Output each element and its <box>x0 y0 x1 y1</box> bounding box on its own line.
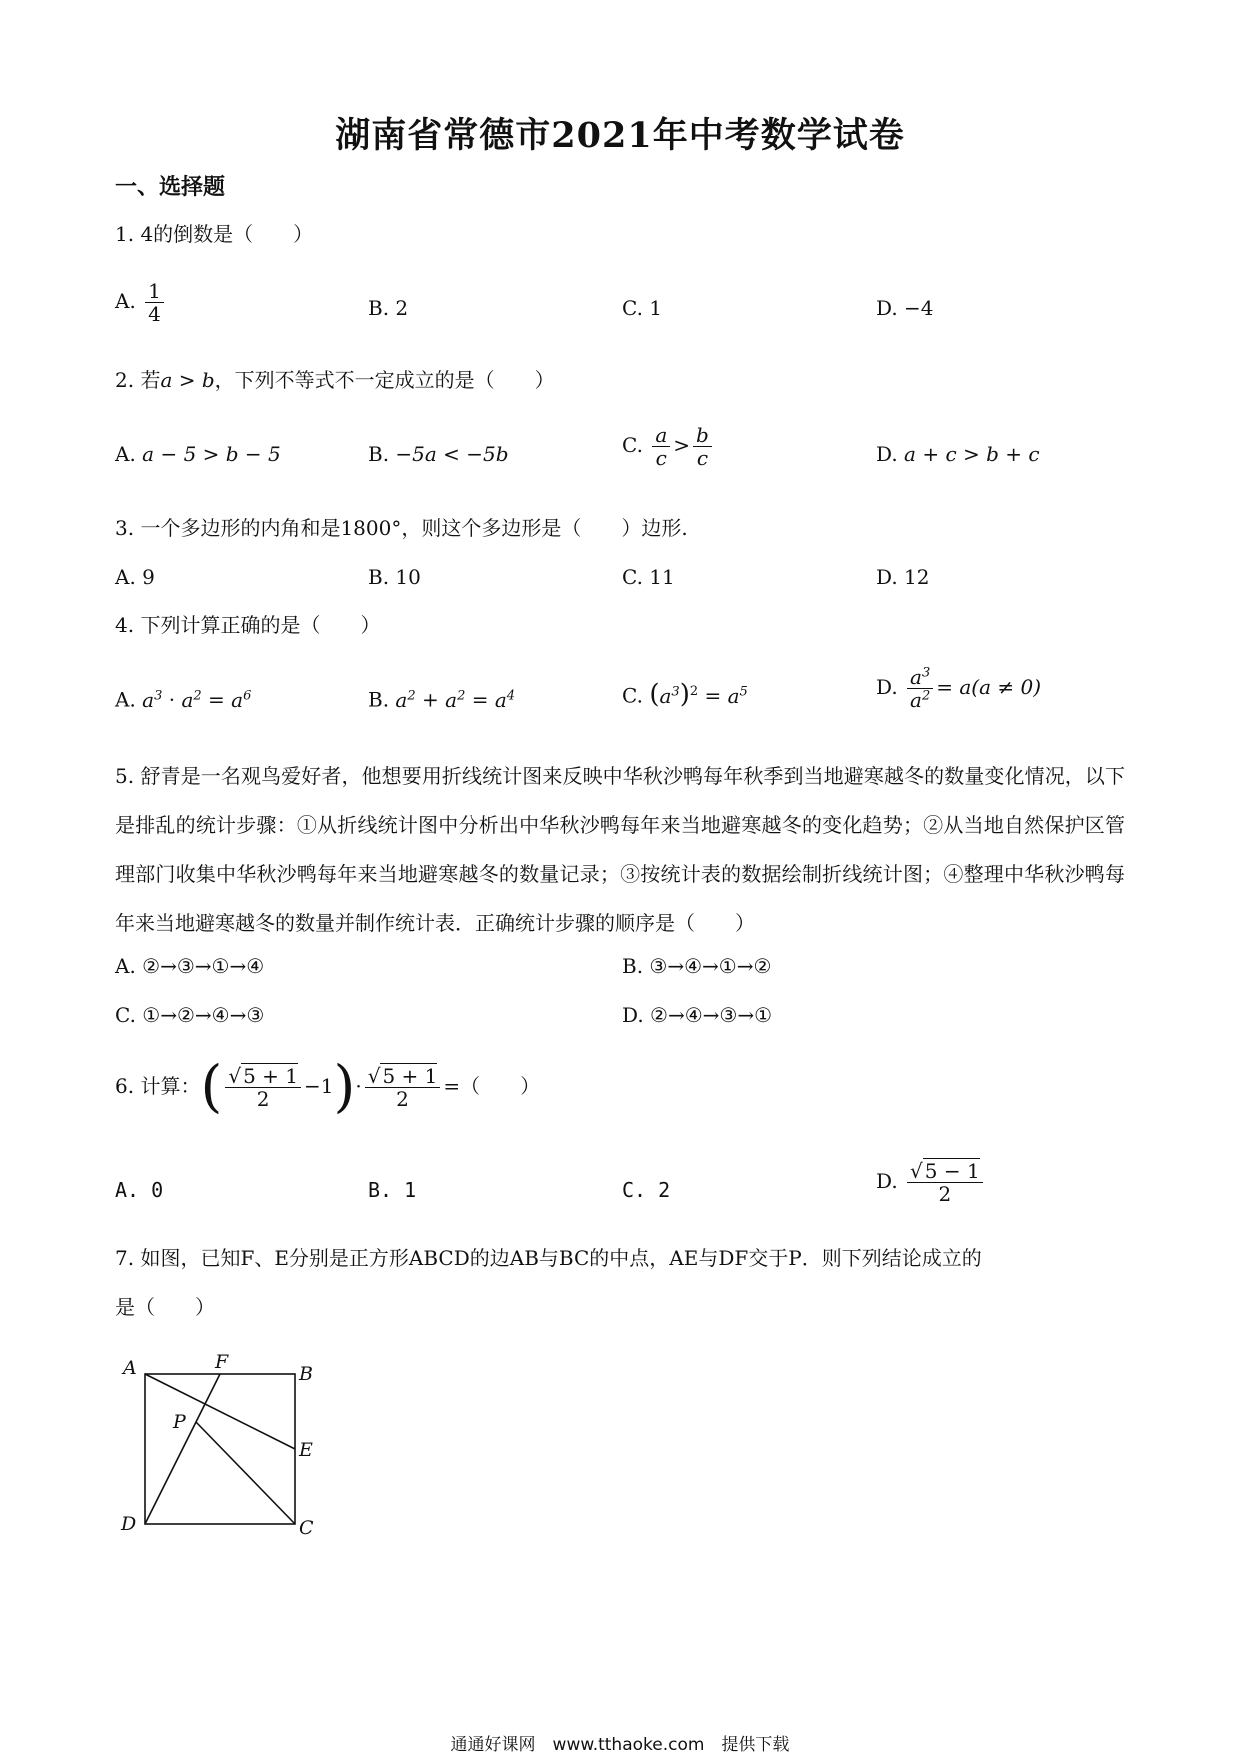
q6-stem-pre: 6. 计算： <box>115 1074 201 1098</box>
q1-option-b: B. 2 <box>368 296 409 320</box>
q6-dot: · <box>355 1074 362 1098</box>
label-p: P <box>173 1411 186 1433</box>
q4-option-b: B. $a^2 + a^2 = a^4$ <box>368 687 516 712</box>
q4-stem: 4. 下列计算正确的是（ ） <box>115 613 381 637</box>
q2-option-a <box>115 442 281 466</box>
segment-df <box>145 1374 220 1524</box>
q3-option-a: A. 9 <box>115 565 155 589</box>
q4-option-c: C. $(a^3)^2 = a^5$ <box>622 679 748 710</box>
q6-num-2: 5 + 1 <box>382 1064 438 1088</box>
q1-stem: 1. 4的倒数是（ ） <box>115 222 314 246</box>
q5-option-a: A. ②→③→①→④ <box>115 954 265 978</box>
q1-option-a <box>115 280 167 325</box>
q2-stem-math: a > b <box>160 368 215 392</box>
q4-d-rhs: = a(a ≠ 0) <box>936 675 1042 699</box>
square-figure <box>115 1354 345 1544</box>
page-title: 湖南省常德市2021年中考数学试卷 <box>335 115 905 156</box>
q2-c-num2: b <box>693 424 712 447</box>
q1-option-d: D. −4 <box>876 296 934 320</box>
q4-b-label: B. <box>368 687 390 712</box>
q1-a-fraction <box>145 280 164 325</box>
q3-option-c: C. 11 <box>622 565 675 589</box>
q2-option-b <box>368 442 509 466</box>
label-e: E <box>299 1439 313 1461</box>
q2-d-math: a + c > b + c <box>904 442 1040 466</box>
q6-option-b: B. 1 <box>368 1178 417 1202</box>
q4-c-label: C. <box>622 683 643 708</box>
q4-option-d <box>876 666 1041 711</box>
segment-pc <box>196 1422 295 1524</box>
q7-line-2: 是（ ） <box>115 1295 215 1319</box>
label-f: F <box>215 1354 229 1373</box>
q2-c-den1: c <box>655 446 667 470</box>
q2-c-num1: a <box>652 424 670 447</box>
q4-option-a: A. $a^3 \cdot a^2 = a^6$ <box>115 687 252 712</box>
q5-text: 5. 舒青是一名观鸟爱好者，他想要用折线统计图来反映中华秋沙鸭每年秋季到当地避寒越冬的数量变化情况，以下是排乱的统计步骤：①从折线统计图中分析出中华秋沙鸭每年来当地避寒越冬的变化趋势；②从当地自然保护区管理部门收集中华秋沙鸭每年来当地避寒越冬的数量记录；③按统计表的数据绘制折线统计图；④整理中华秋沙鸭每年来当地避寒越冬的数量并制作统计表．正确统计步骤的顺序是（ ） <box>115 764 1125 935</box>
q6-option-d <box>876 1160 986 1205</box>
label-a: A <box>123 1357 137 1379</box>
q3-stem: 3. 一个多边形的内角和是1800°，则这个多边形是（ ）边形. <box>115 516 688 540</box>
q4-a-label: A. <box>115 687 136 712</box>
q1-option-c: C. 1 <box>622 296 663 320</box>
q6-minus: −1 <box>303 1074 334 1098</box>
q6-num-1: 5 + 1 <box>243 1064 298 1088</box>
q6-option-c: C. 2 <box>622 1178 671 1202</box>
label-b: B <box>299 1363 313 1385</box>
q6-d-label: D. <box>876 1169 898 1193</box>
q1-a-label: A. <box>115 289 136 313</box>
q3-option-d: D. 12 <box>876 565 930 589</box>
q2-c-label: C. <box>622 433 643 457</box>
q5-option-b: B. ③→④→①→② <box>622 954 772 978</box>
q6-option-a: A. 0 <box>115 1178 164 1202</box>
q6-den-2: 2 <box>396 1087 409 1111</box>
q6-stem-post: =（ ） <box>443 1074 541 1098</box>
q6-d-num: 5 − 1 <box>924 1159 980 1183</box>
q5-option-d: D. ②→④→③→① <box>622 1003 773 1027</box>
q2-d-label: D. <box>876 442 898 466</box>
q2-c-fraction-2 <box>693 424 712 469</box>
q6-fraction-1: $\frac{√ 5 + 1}{2}$ <box>225 1065 301 1110</box>
q2-c-fraction-1 <box>652 424 670 469</box>
q1-a-den: 4 <box>148 302 161 326</box>
q2-stem-pre: 2. 若 <box>115 368 161 392</box>
footer-source: 通通好课网 www.tthaoke.com 提供下载 <box>450 1735 790 1755</box>
q6-stem: 6. 计算：( $\frac{√ 5 + 1}{2}$ −1)· $\frac{√ 5 + 1}{2}$ =（ ） <box>115 1054 541 1120</box>
q6-den-1: 2 <box>256 1087 270 1111</box>
q4-d-label: D. <box>876 675 898 699</box>
q6-fraction-2: $\frac{√ 5 + 1}{2}$ <box>365 1065 441 1110</box>
q4-d-fraction: $\frac{a^3}{a^2}$ <box>907 666 933 711</box>
q2-a-label: A. <box>115 442 136 466</box>
q6-d-fraction: $\frac{√ 5 - 1}{2}$ <box>907 1160 983 1205</box>
q6-d-den: 2 <box>938 1182 952 1206</box>
q1-a-num: 1 <box>145 280 164 303</box>
q2-b-math: −5a < −5b <box>395 442 509 466</box>
label-c: C <box>299 1517 314 1539</box>
segment-ae <box>145 1374 295 1449</box>
q2-stem <box>115 368 555 392</box>
q2-c-den2: c <box>696 446 709 470</box>
q2-option-d <box>876 442 1040 466</box>
q2-c-op: > <box>673 433 691 457</box>
q7-line-1: 7. 如图，已知F、E分别是正方形ABCD的边AB与BC的中点，AE与DF交于P．则下列结论成立的 <box>115 1246 982 1270</box>
section-heading: 一、选择题 <box>115 174 226 200</box>
q2-a-math: a − 5 > b − 5 <box>142 442 281 466</box>
q5-option-c: C. ①→②→④→③ <box>115 1003 265 1027</box>
q2-stem-post: ，下列不等式不一定成立的是（ ） <box>214 368 555 392</box>
q3-option-b: B. 10 <box>368 565 421 589</box>
q2-option-c <box>622 424 715 469</box>
label-d: D <box>121 1513 137 1535</box>
q2-b-label: B. <box>368 442 390 466</box>
